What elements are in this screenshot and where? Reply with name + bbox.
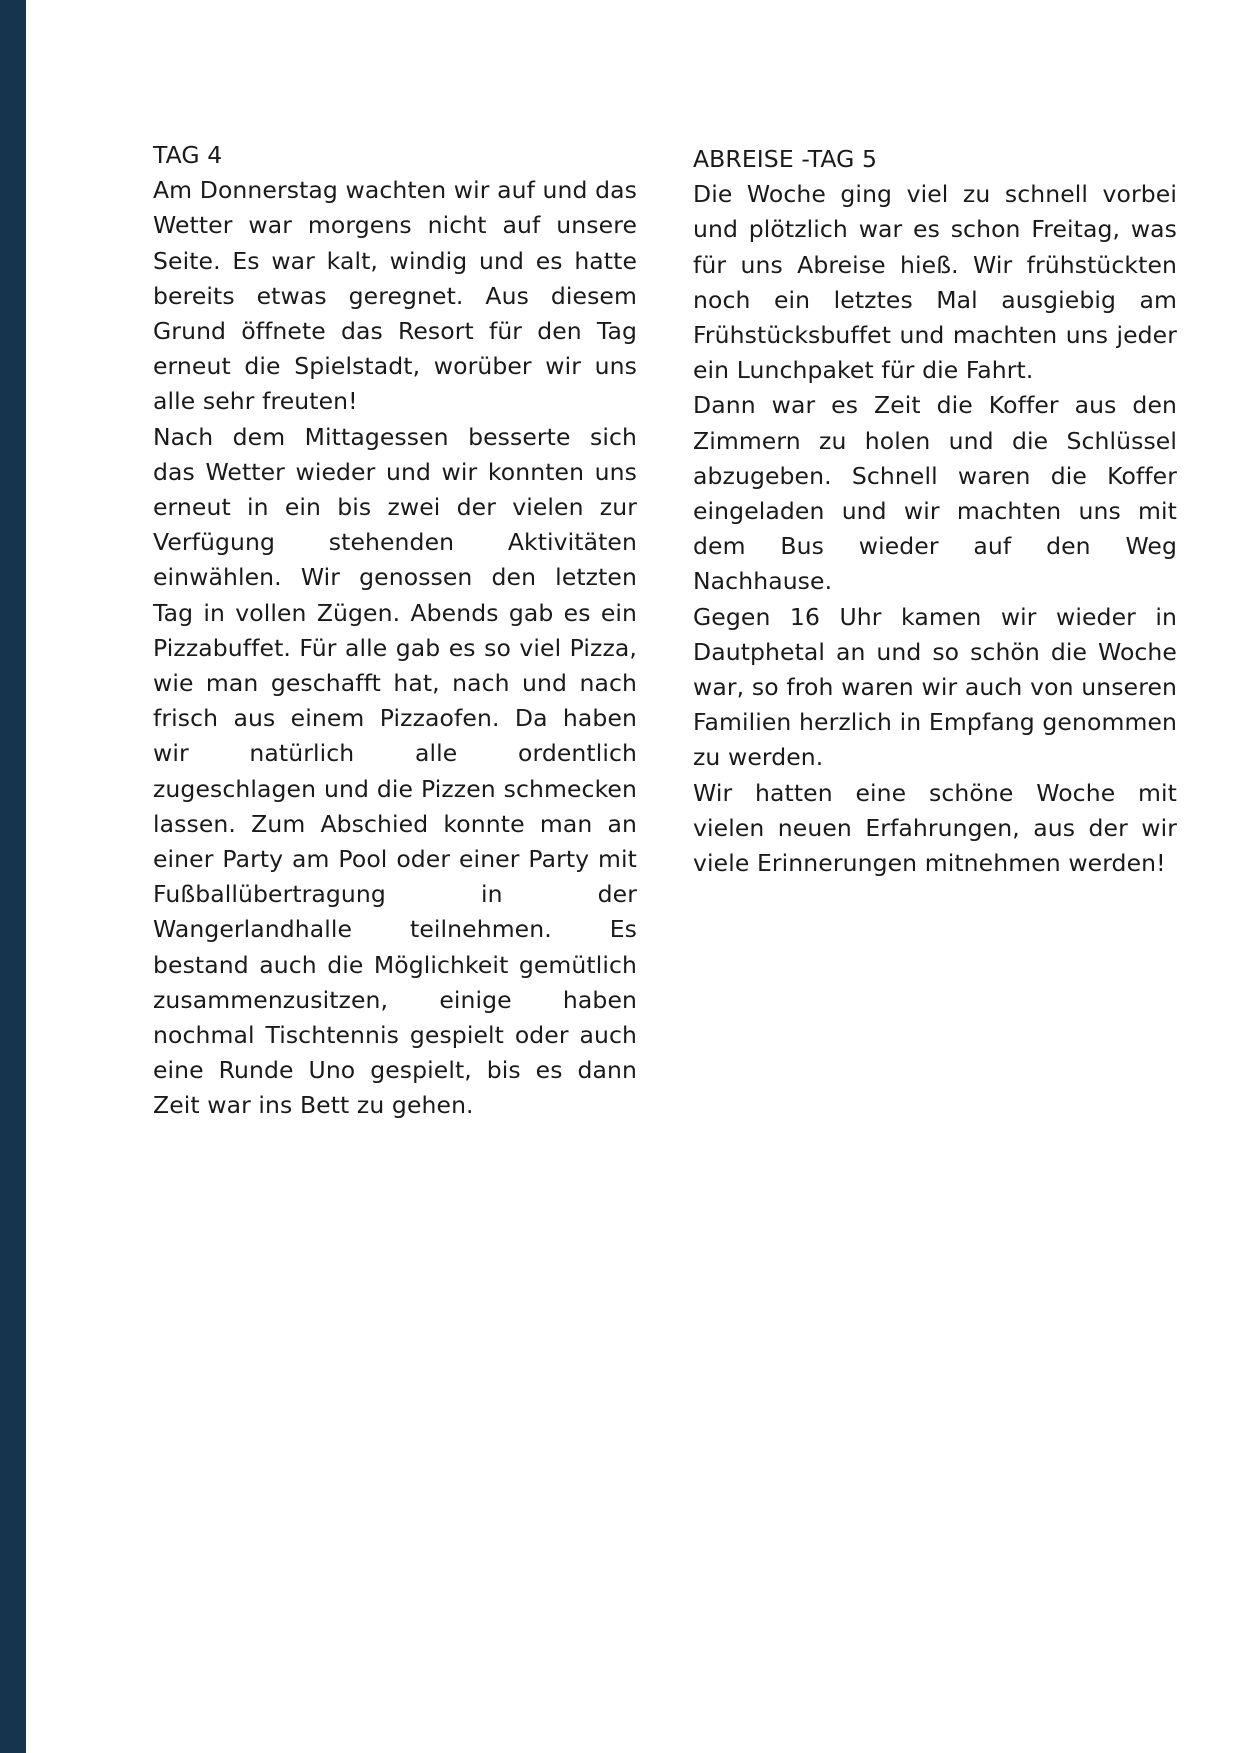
section-heading-day-4: TAG 4 — [153, 141, 223, 169]
side-bar-decoration — [0, 0, 26, 1753]
section-heading-day-5: ABREISE -TAG 5 — [693, 145, 878, 173]
paragraph: Nach dem Mittagessen besserte sich das Wetter wieder und wir konnten uns erneut in ein bis zwei der vielen zur Verfügung stehenden Aktivitäten einwählen. Wir genossen den letzten Tag in vollen Zügen. Abends gab es ein Pizzabuffet. Für alle gab es so viel Pizza, wie man geschafft hat, nach und nach frisch aus einem Pizzaofen. Da haben wir natürlich alle ordentlich zugeschlagen und die Pizzen schmecken lassen. Zum Abschied konnte man an einer Party am Pool oder einer Party mit Fußballübertragung in der Wangerlandhalle teilnehmen. Es bestand auch die Möglichkeit gemütlich zusammenzusitzen, einige haben nochmal Tischtennis gespielt oder auch eine Runde Uno gespielt, bis es dann Zeit war ins Bett zu gehen. — [153, 422, 637, 1120]
paragraph: Gegen 16 Uhr kamen wir wieder in Dautphetal an und so schön die Woche war, so froh waren wir auch von unseren Familien herzlich in Empfang genommen zu werden. — [693, 602, 1177, 772]
column-day-5 — [693, 142, 1177, 881]
column-day-4 — [153, 138, 637, 1124]
paragraph: Die Woche ging viel zu schnell vorbei und plötzlich war es schon Freitag, was für uns Abreise hieß. Wir frühstückten noch ein letztes Mal ausgiebig am Frühstücksbuffet und machten uns jeder ein Lunchpaket für die Fahrt. — [693, 180, 1177, 385]
paragraph: Wir hatten eine schöne Woche mit vielen neuen Erfahrungen, aus der wir viele Erinnerungen mitnehmen werden! — [693, 778, 1177, 878]
paragraph: Dann war es Zeit die Koffer aus den Zimmern zu holen und die Schlüssel abzugeben. Schnell waren die Koffer eingeladen und wir machten uns mit dem Bus wieder auf den Weg Nachhause. — [693, 391, 1177, 596]
paragraph: Am Donnerstag wachten wir auf und das Wetter war morgens nicht auf unsere Seite. Es war kalt, windig und es hatte bereits etwas geregnet. Aus diesem Grund öffnete das Resort für den Tag erneut die Spielstadt, worüber wir uns alle sehr freuten! — [153, 176, 637, 416]
